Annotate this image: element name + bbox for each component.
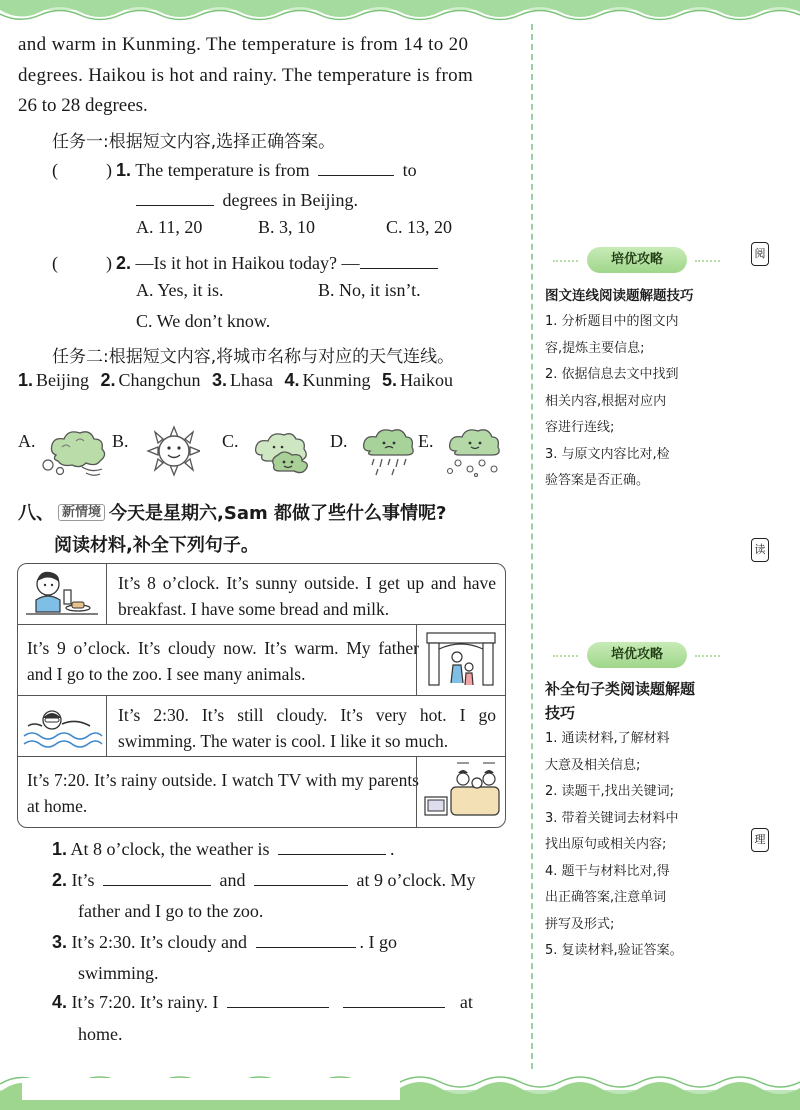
divider [553,260,578,262]
city-name[interactable]: Haikou [400,370,454,390]
option-b: B. No, it isn’t. [318,280,421,300]
tip-line: 相关内容,根据对应内 [545,393,667,409]
weather-label: E. [418,431,434,451]
option-b: B. 3, 10 [258,217,316,237]
tip-body [545,309,730,495]
answer-blank[interactable] [318,157,394,176]
tip-line: 大意及相关信息; [545,757,641,773]
family-tv-icon [417,757,505,827]
option-c: C. We don’t know. [136,311,271,331]
weather-option-d[interactable] [330,425,420,477]
section-title: 今天是星期六,Sam 都做了些什么事情呢? [109,503,447,524]
section-subtitle: 阅读材料,补全下列句子。 [54,535,259,556]
weather-label: C. [222,431,239,451]
question-text: It’s 7:20. It’s rainy. I [71,992,219,1012]
story-row [18,625,505,696]
option-a: A. Yes, it is. [136,280,224,300]
city-number: 1. [18,370,34,390]
tip-line: 找出原句或相关内容; [545,837,667,852]
task1-question1 [52,156,417,182]
question-number: 1. [52,839,68,859]
picture-cell [416,757,505,827]
tip-line: 验答案是否正确。 [545,473,650,488]
tip-pill: 培优攻略 [587,247,687,273]
city-number: 5. [382,370,398,390]
city-name[interactable]: Beijing [36,370,90,390]
weather-option-e[interactable] [418,425,508,477]
divider [695,655,720,657]
city-list [18,370,453,391]
swimmer-icon [18,696,106,756]
rainy-icon [348,425,418,477]
tip-title: 图文连线阅读题解题技巧 [545,288,694,304]
zoo-gate-icon [417,625,505,695]
question-text: and [219,870,246,890]
snowy-icon [436,425,508,477]
tip-title: 补全句子类阅读题解题 [545,680,696,698]
section-number: 八、 [18,503,54,524]
weather-label: A. [18,431,36,451]
fill-question-4-cont: home. [78,1024,123,1044]
tip-line: 出正确答案,注意单词 [545,890,667,905]
fill-question-3 [52,927,397,957]
question-number: 4. [52,992,68,1012]
weather-label: B. [112,431,129,451]
tip-header [545,642,730,670]
passage-line: and warm in Kunming. The temperature is from 14 to 20 [18,34,469,55]
question-text: degrees in Beijing. [222,190,358,210]
answer-blank[interactable] [103,867,211,886]
story-row [18,564,505,625]
fill-question-2-cont: father and I go to the zoo. [78,901,264,921]
city-name[interactable]: Lhasa [230,370,274,390]
fill-question-3-cont: swimming. [78,963,159,983]
task1-title: 任务一:根据短文内容,选择正确答案。 [52,132,336,152]
tip-line: 3. 带着关键词去材料中 [545,810,679,826]
tip-line: 1. 通读材料,了解材料 [545,731,670,746]
city-name[interactable]: Changchun [118,370,201,390]
tip-line: 拼写及形式; [545,916,615,932]
divider [553,655,578,657]
story-text: It’s 7:20. It’s rainy outside. I watch TV with my parents at home. [27,770,419,816]
question-text: at [459,992,473,1012]
reading-passage [18,30,510,122]
bottom-white-strip [22,1078,400,1100]
story-table [17,563,506,828]
divider [695,260,720,262]
weather-label: D. [330,431,348,451]
answer-blank[interactable] [227,989,329,1008]
picture-cell [18,696,107,756]
fill-question-4 [52,987,473,1017]
fill-question-1 [52,834,394,864]
picture-cell [18,564,107,624]
tip-line: 2. 依据信息去文中找到 [545,367,679,382]
weather-option-c[interactable] [222,425,312,477]
picture-cell [416,625,505,695]
task2-title: 任务二:根据短文内容,将城市名称与对应的天气连线。 [52,347,455,367]
passage-line: 26 to 28 degrees. [18,95,148,116]
answer-paren: ( ) [52,253,116,273]
tip-body [545,726,730,965]
question-text: to [402,160,417,180]
column-divider [531,24,533,1069]
tip-line: 1. 分析题目中的图文内 [545,314,679,329]
task1-question2 [52,249,442,275]
story-text: It’s 2:30. It’s still cloudy. It’s very hot. I go swimming. The water is cool. I like it so much. [118,705,496,751]
answer-blank[interactable] [136,187,214,206]
tip-title: 技巧 [545,704,576,722]
tip-line: 3. 与原文内容比对,检 [545,446,670,462]
option-a: A. 11, 20 [136,217,203,237]
question-text: At 8 o’clock, the weather is [70,839,270,859]
story-text: It’s 9 o’clock. It’s cloudy now. It’s warm. My father and I go to the zoo. I see many animals. [27,638,419,684]
city-number: 4. [284,370,300,390]
tip-box-completion [545,642,730,965]
question-text: It’s [71,870,95,890]
question-number: 3. [52,932,68,952]
question-number: 2. [52,870,68,890]
fill-question-2 [52,865,476,895]
city-name[interactable]: Kunming [302,370,371,390]
answer-paren: ( ) [52,160,116,180]
margin-tab-read[interactable]: 阅 [751,242,769,266]
top-border-decoration [0,0,800,26]
tip-line: 容,提炼主要信息; [545,340,645,356]
sunny-icon [130,425,200,477]
tip-line: 4. 题干与材料比对,得 [545,863,670,879]
story-row [18,757,505,827]
new-context-tag: 新情境 [58,504,105,521]
option-c: C. 13, 20 [386,217,453,237]
tip-line: 容进行连线; [545,420,615,435]
question-number: 1. [116,160,132,180]
question-text: . [389,839,395,859]
question-text: —Is it hot in Haikou today? — [135,253,360,273]
question-text: It’s 2:30. It’s cloudy and [71,932,247,952]
tip-line: 5. 复读材料,验证答案。 [545,943,683,958]
answer-blank[interactable] [360,250,438,269]
weather-option-b[interactable] [112,425,202,477]
tip-pill: 培优攻略 [587,642,687,668]
section8-heading [18,497,446,562]
windy-cloud-icon [36,425,116,477]
margin-tab-li[interactable]: 理 [751,828,769,852]
city-number: 2. [100,370,116,390]
task1-question1-cont [136,187,358,211]
question-text: . I go [359,932,397,952]
weather-option-a[interactable] [18,425,108,477]
story-row [18,696,505,757]
answer-blank[interactable] [343,989,445,1008]
answer-blank[interactable] [256,929,356,948]
margin-tab-du[interactable]: 读 [751,538,769,562]
passage-line: degrees. Haikou is hot and rainy. The temperature is from [18,64,474,86]
boy-breakfast-icon [18,564,106,624]
answer-blank[interactable] [254,867,348,886]
question-text: The temperature is from [135,160,310,180]
tip-header [545,247,730,275]
tip-box-matching [545,247,730,495]
city-number: 3. [212,370,228,390]
tip-line: 2. 读题干,找出关键词; [545,784,675,799]
story-text: It’s 8 o’clock. It’s sunny outside. I get up and have breakfast. I have some bread and milk. [118,573,496,619]
question-number: 2. [116,253,132,273]
question-text: at 9 o’clock. My [356,870,476,890]
cloudy-icon [240,425,324,477]
answer-blank[interactable] [278,836,386,855]
